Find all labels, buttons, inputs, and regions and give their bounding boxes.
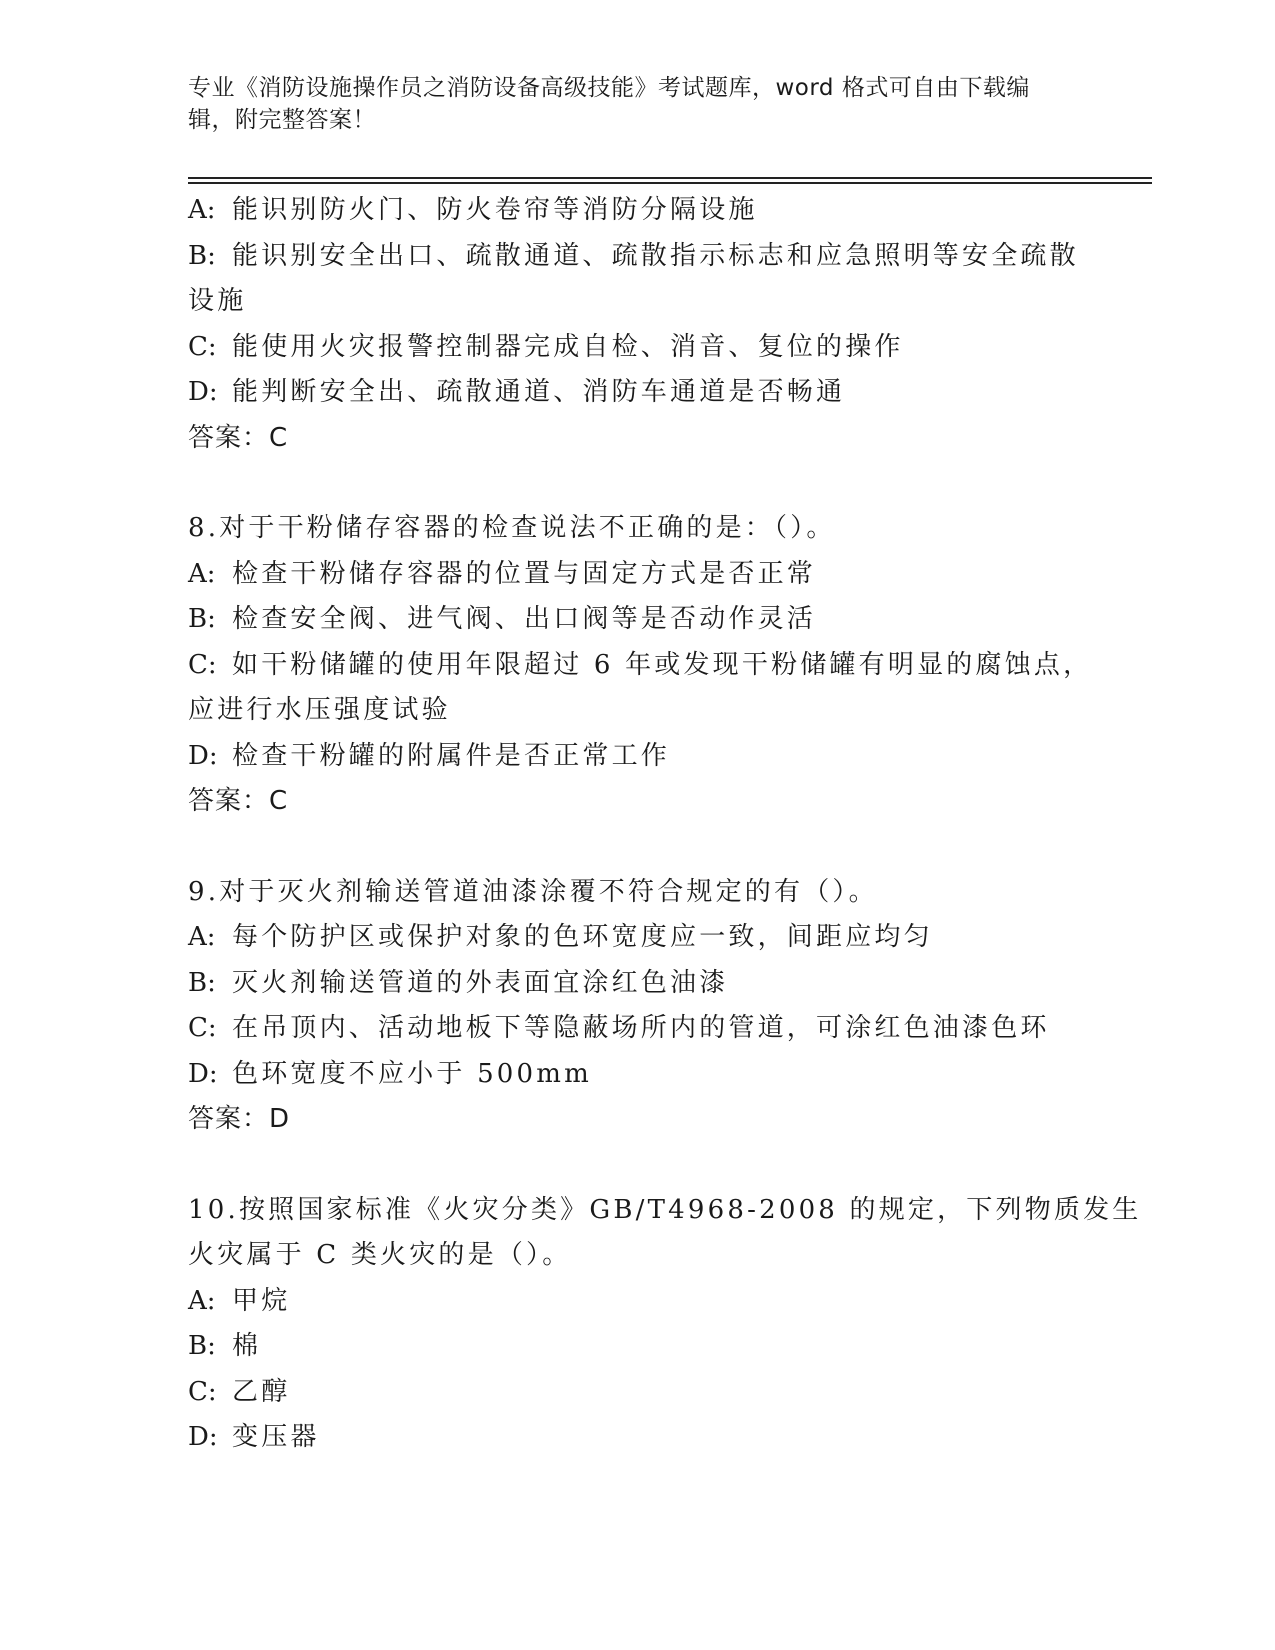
- option-text: 检查干粉储存容器的位置与固定方式是否正常: [232, 558, 817, 589]
- option-key: D:: [188, 1422, 218, 1452]
- option-text: 乙醇: [232, 1376, 291, 1407]
- answer-line: 答案：C: [188, 422, 289, 453]
- header-divider-bottom: [188, 182, 1152, 184]
- option-key: C:: [188, 331, 217, 362]
- option-key: C:: [188, 649, 217, 680]
- option-b-continued: 设施: [188, 286, 247, 316]
- option-c: [188, 1370, 1088, 1416]
- question-stem: 8.对于干粉储存容器的检查说法不正确的是：（）。: [188, 513, 836, 543]
- option-c: [188, 1006, 1088, 1052]
- option-b: [188, 1324, 1088, 1370]
- option-b: [188, 597, 1088, 643]
- question-prev: [188, 188, 1088, 461]
- question-stem-continued: 火灾属于 C 类火灾的是（）。: [188, 1240, 572, 1270]
- option-a: [188, 188, 1088, 234]
- option-key: A:: [188, 558, 216, 589]
- question-stem: 10.按照国家标准《火灾分类》GB/T4968-2008 的规定，下列物质发生: [188, 1194, 1142, 1225]
- option-c: [188, 643, 1093, 689]
- option-key: A:: [188, 1285, 216, 1316]
- document-header: [188, 72, 1068, 136]
- option-d: [188, 370, 1088, 416]
- option-key: B:: [188, 240, 216, 271]
- option-a: [188, 552, 1088, 598]
- option-key: C:: [188, 1013, 217, 1043]
- header-line-1: 专业《消防设施操作员之消防设备高级技能》考试题库，word 格式可自由下载编: [188, 75, 1030, 101]
- option-text: 每个防护区或保护对象的色环宽度应一致，间距应均匀: [232, 922, 933, 952]
- spacer: [188, 1143, 1088, 1188]
- question-10: [188, 1188, 1142, 1461]
- option-d: [188, 1415, 1088, 1461]
- option-key: B:: [188, 967, 216, 998]
- option-text: 能识别安全出口、疏散通道、疏散指示标志和应急照明等安全疏散: [232, 240, 1079, 271]
- option-c: [188, 325, 1088, 371]
- question-8: [188, 506, 1093, 825]
- option-text: 变压器: [232, 1422, 320, 1452]
- option-text: 检查安全阀、进气阀、出口阀等是否动作灵活: [232, 604, 817, 634]
- option-text: 如干粉储罐的使用年限超过 6 年或发现干粉储罐有明显的腐蚀点，: [232, 649, 1093, 680]
- option-key: A:: [188, 195, 216, 225]
- question-9: [188, 870, 1088, 1143]
- option-key: A:: [188, 922, 216, 952]
- header-divider-top: [188, 177, 1152, 179]
- option-text: 棉: [232, 1331, 262, 1361]
- option-c-continued: 应进行水压强度试验: [188, 695, 451, 725]
- answer-line: 答案：C: [188, 786, 289, 816]
- option-text: 能识别防火门、防火卷帘等消防分隔设施: [232, 195, 758, 225]
- option-text: 检查干粉罐的附属件是否正常工作: [232, 740, 671, 771]
- option-text: 灭火剂输送管道的外表面宜涂红色油漆: [232, 967, 729, 998]
- header-line-2: 辑，附完整答案！: [188, 107, 376, 133]
- option-key: B:: [188, 604, 216, 634]
- option-key: C:: [188, 1376, 217, 1407]
- option-text: 在吊顶内、活动地板下等隐蔽场所内的管道，可涂红色油漆色环: [232, 1013, 1050, 1043]
- option-text: 甲烷: [232, 1285, 291, 1316]
- option-a: [188, 1279, 1088, 1325]
- option-b: [188, 234, 1088, 280]
- option-key: D:: [188, 377, 218, 407]
- spacer: [188, 825, 1088, 870]
- option-key: B:: [188, 1331, 216, 1361]
- option-key: D:: [188, 740, 218, 771]
- spacer: [188, 461, 1088, 506]
- option-key: D:: [188, 1058, 218, 1089]
- question-stem: 9.对于灭火剂输送管道油漆涂覆不符合规定的有（）。: [188, 876, 878, 907]
- option-d: [188, 1052, 1088, 1098]
- option-b: [188, 961, 1088, 1007]
- question-content: [188, 188, 1142, 1461]
- option-text: 色环宽度不应小于 500mm: [232, 1058, 592, 1089]
- option-d: [188, 734, 1088, 780]
- answer-line: 答案：D: [188, 1104, 291, 1134]
- option-text: 能使用火灾报警控制器完成自检、消音、复位的操作: [232, 331, 904, 362]
- option-text: 能判断安全出、疏散通道、消防车通道是否畅通: [232, 377, 846, 407]
- option-a: [188, 915, 1088, 961]
